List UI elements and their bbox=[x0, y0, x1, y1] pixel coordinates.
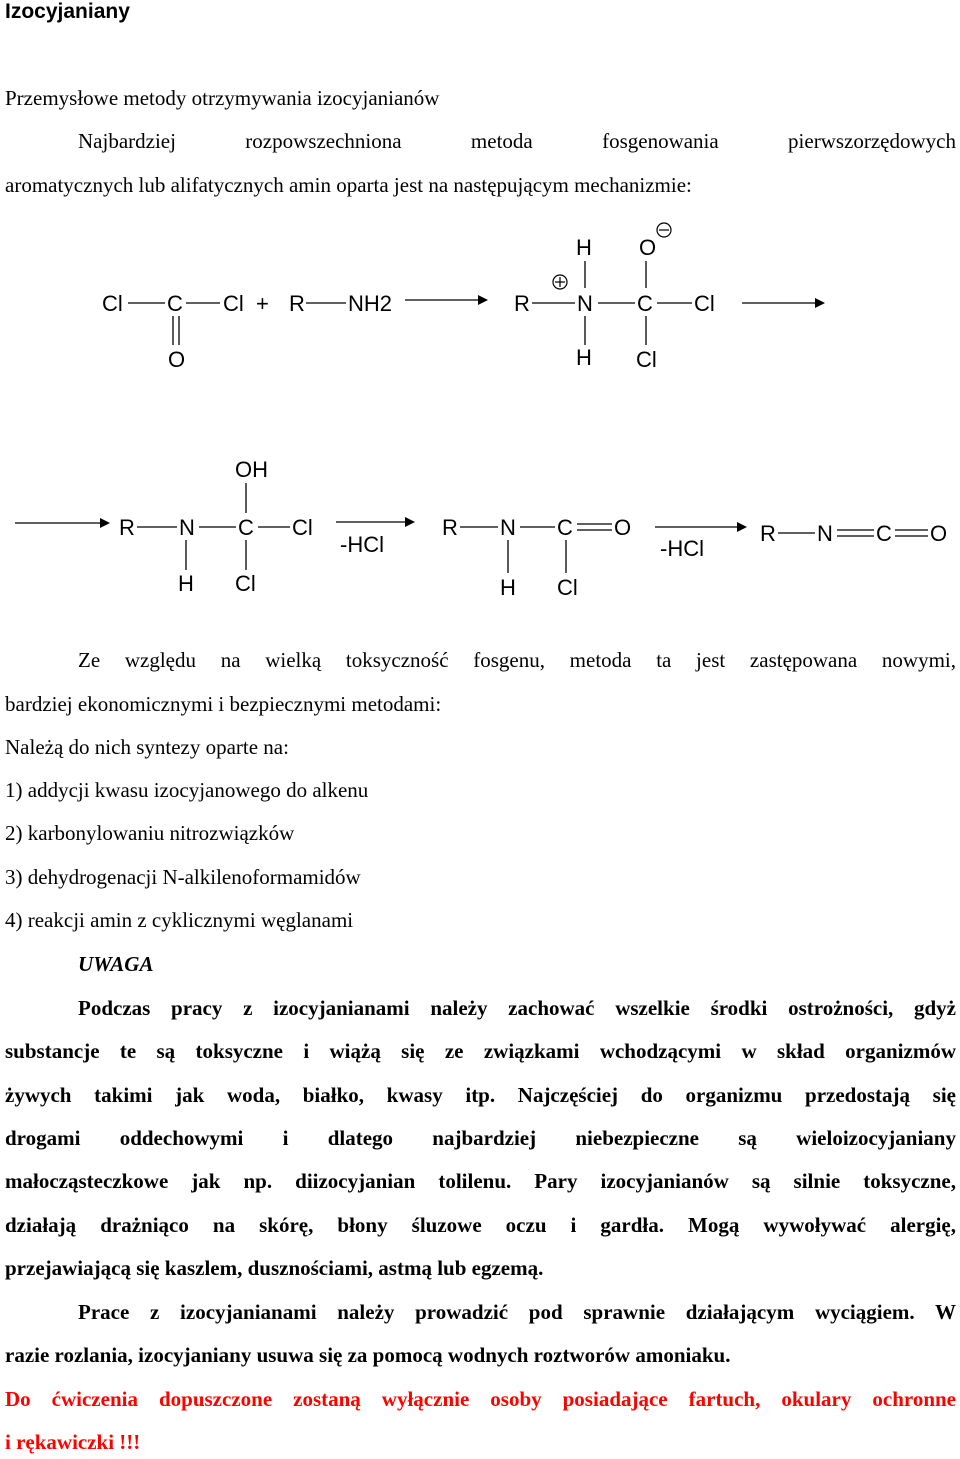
red-alert-line-2: i rękawiczki !!! bbox=[5, 1430, 141, 1454]
arrow-head bbox=[815, 298, 825, 308]
arrow-head bbox=[478, 295, 488, 305]
h1: H bbox=[178, 571, 194, 596]
para2-line-1: Ze względu na wielką toksyczność fosgenu, metoda ta jest zastępowana nowymi, bbox=[78, 648, 956, 672]
para2-line-2: bardziej ekonomicznymi i bezpiecznymi metodami: bbox=[5, 692, 442, 716]
intro-line-1: Najbardziej rozpowszechniona metoda fosgenowania pierwszorzędowych bbox=[78, 129, 956, 153]
n1: N bbox=[179, 515, 195, 540]
phosgene-cl-left: Cl bbox=[102, 291, 123, 316]
warning-line-5: małocząsteczkowe jak np. diizocyjanian tolilenu. Pary izocyjanianów są silnie toksyczne, bbox=[5, 1169, 956, 1193]
intermediate-cl-bottom: Cl bbox=[636, 347, 657, 372]
o3: O bbox=[930, 521, 948, 546]
arrow-head bbox=[405, 517, 415, 527]
hood-line-2: razie rozlania, izocyjaniany usuwa się za pomocą wodnych roztworów amoniaku. bbox=[5, 1343, 731, 1367]
warning-line-6: działają drażniąco na skórę, błony śluzowe oczu i gardła. Mogą wywoływać alergię, bbox=[5, 1213, 956, 1237]
cl1: Cl bbox=[292, 515, 313, 540]
intermediate-h-bottom: H bbox=[576, 345, 592, 370]
method-item-3: 3) dehydrogenacji N-alkilenoformamidów bbox=[5, 865, 361, 889]
warning-heading: UWAGA bbox=[78, 952, 154, 976]
reaction-scheme-top bbox=[0, 215, 960, 395]
red-alert-line-1: Do ćwiczenia dopuszczone zostaną wyłącznie osoby posiadające fartuch, okulary ochronne bbox=[5, 1387, 956, 1411]
r1: R bbox=[119, 515, 135, 540]
reaction-scheme-bottom bbox=[0, 445, 960, 605]
method-item-4: 4) reakcji amin z cyklicznymi węglanami bbox=[5, 908, 354, 932]
warning-line-1: Podczas pracy z izocyjanianami należy zachować wszelkie środki ostrożności, gdyż bbox=[78, 996, 956, 1020]
oh: OH bbox=[235, 457, 268, 482]
amine-nh2: NH2 bbox=[348, 291, 393, 316]
minus-hcl-1: -HCl bbox=[340, 532, 384, 557]
cl1b: Cl bbox=[235, 571, 256, 596]
intermediate-n: N bbox=[577, 291, 593, 316]
phosgene-o: O bbox=[168, 347, 186, 372]
c2: C bbox=[557, 515, 573, 540]
phosgene-c: C bbox=[167, 291, 183, 316]
r2: R bbox=[442, 515, 458, 540]
amine-r: R bbox=[289, 291, 305, 316]
n2: N bbox=[500, 515, 516, 540]
plus-sign: + bbox=[256, 291, 269, 316]
warning-line-4: drogami oddechowymi i dlatego najbardziej niebezpieczne są wieloizocyjaniany bbox=[5, 1126, 956, 1150]
intro-line-2: aromatycznych lub alifatycznych amin oparta jest na następującym mechanizmie: bbox=[5, 173, 692, 197]
n3: N bbox=[817, 521, 833, 546]
intermediate-o: O bbox=[639, 235, 657, 260]
intermediate-r: R bbox=[514, 291, 530, 316]
c3: C bbox=[876, 521, 892, 546]
r3: R bbox=[760, 521, 776, 546]
section-heading: Przemysłowe metody otrzymywania izocyjanianów bbox=[5, 86, 440, 110]
intermediate-c: C bbox=[637, 291, 653, 316]
method-item-1: 1) addycji kwasu izocyjanowego do alkenu bbox=[5, 778, 369, 802]
h2: H bbox=[500, 575, 516, 600]
document-title: Izocyjaniany bbox=[5, 0, 130, 23]
intermediate-cl-right: Cl bbox=[694, 291, 715, 316]
intermediate-h-top: H bbox=[576, 235, 592, 260]
cl2: Cl bbox=[557, 575, 578, 600]
arrow-head bbox=[100, 518, 110, 528]
para2-line-3: Należą do nich syntezy oparte na: bbox=[5, 735, 289, 759]
method-item-2: 2) karbonylowaniu nitrozwiązków bbox=[5, 821, 295, 845]
phosgene-cl-right: Cl bbox=[223, 291, 244, 316]
arrow-head bbox=[737, 522, 747, 532]
warning-line-2: substancje te są toksyczne i wiążą się ze związkami wchodzącymi w skład organizmów bbox=[5, 1039, 956, 1063]
c1: C bbox=[238, 515, 254, 540]
o2: O bbox=[614, 515, 632, 540]
hood-line-1: Prace z izocyjanianami należy prowadzić pod sprawnie działającym wyciągiem. W bbox=[78, 1300, 956, 1324]
warning-line-7: przejawiającą się kaszlem, dusznościami, astmą lub egzemą. bbox=[5, 1256, 544, 1280]
minus-hcl-2: -HCl bbox=[660, 536, 704, 561]
warning-line-3: żywych takimi jak woda, białko, kwasy itp. Najczęściej do organizmu przedostają się bbox=[5, 1083, 956, 1107]
